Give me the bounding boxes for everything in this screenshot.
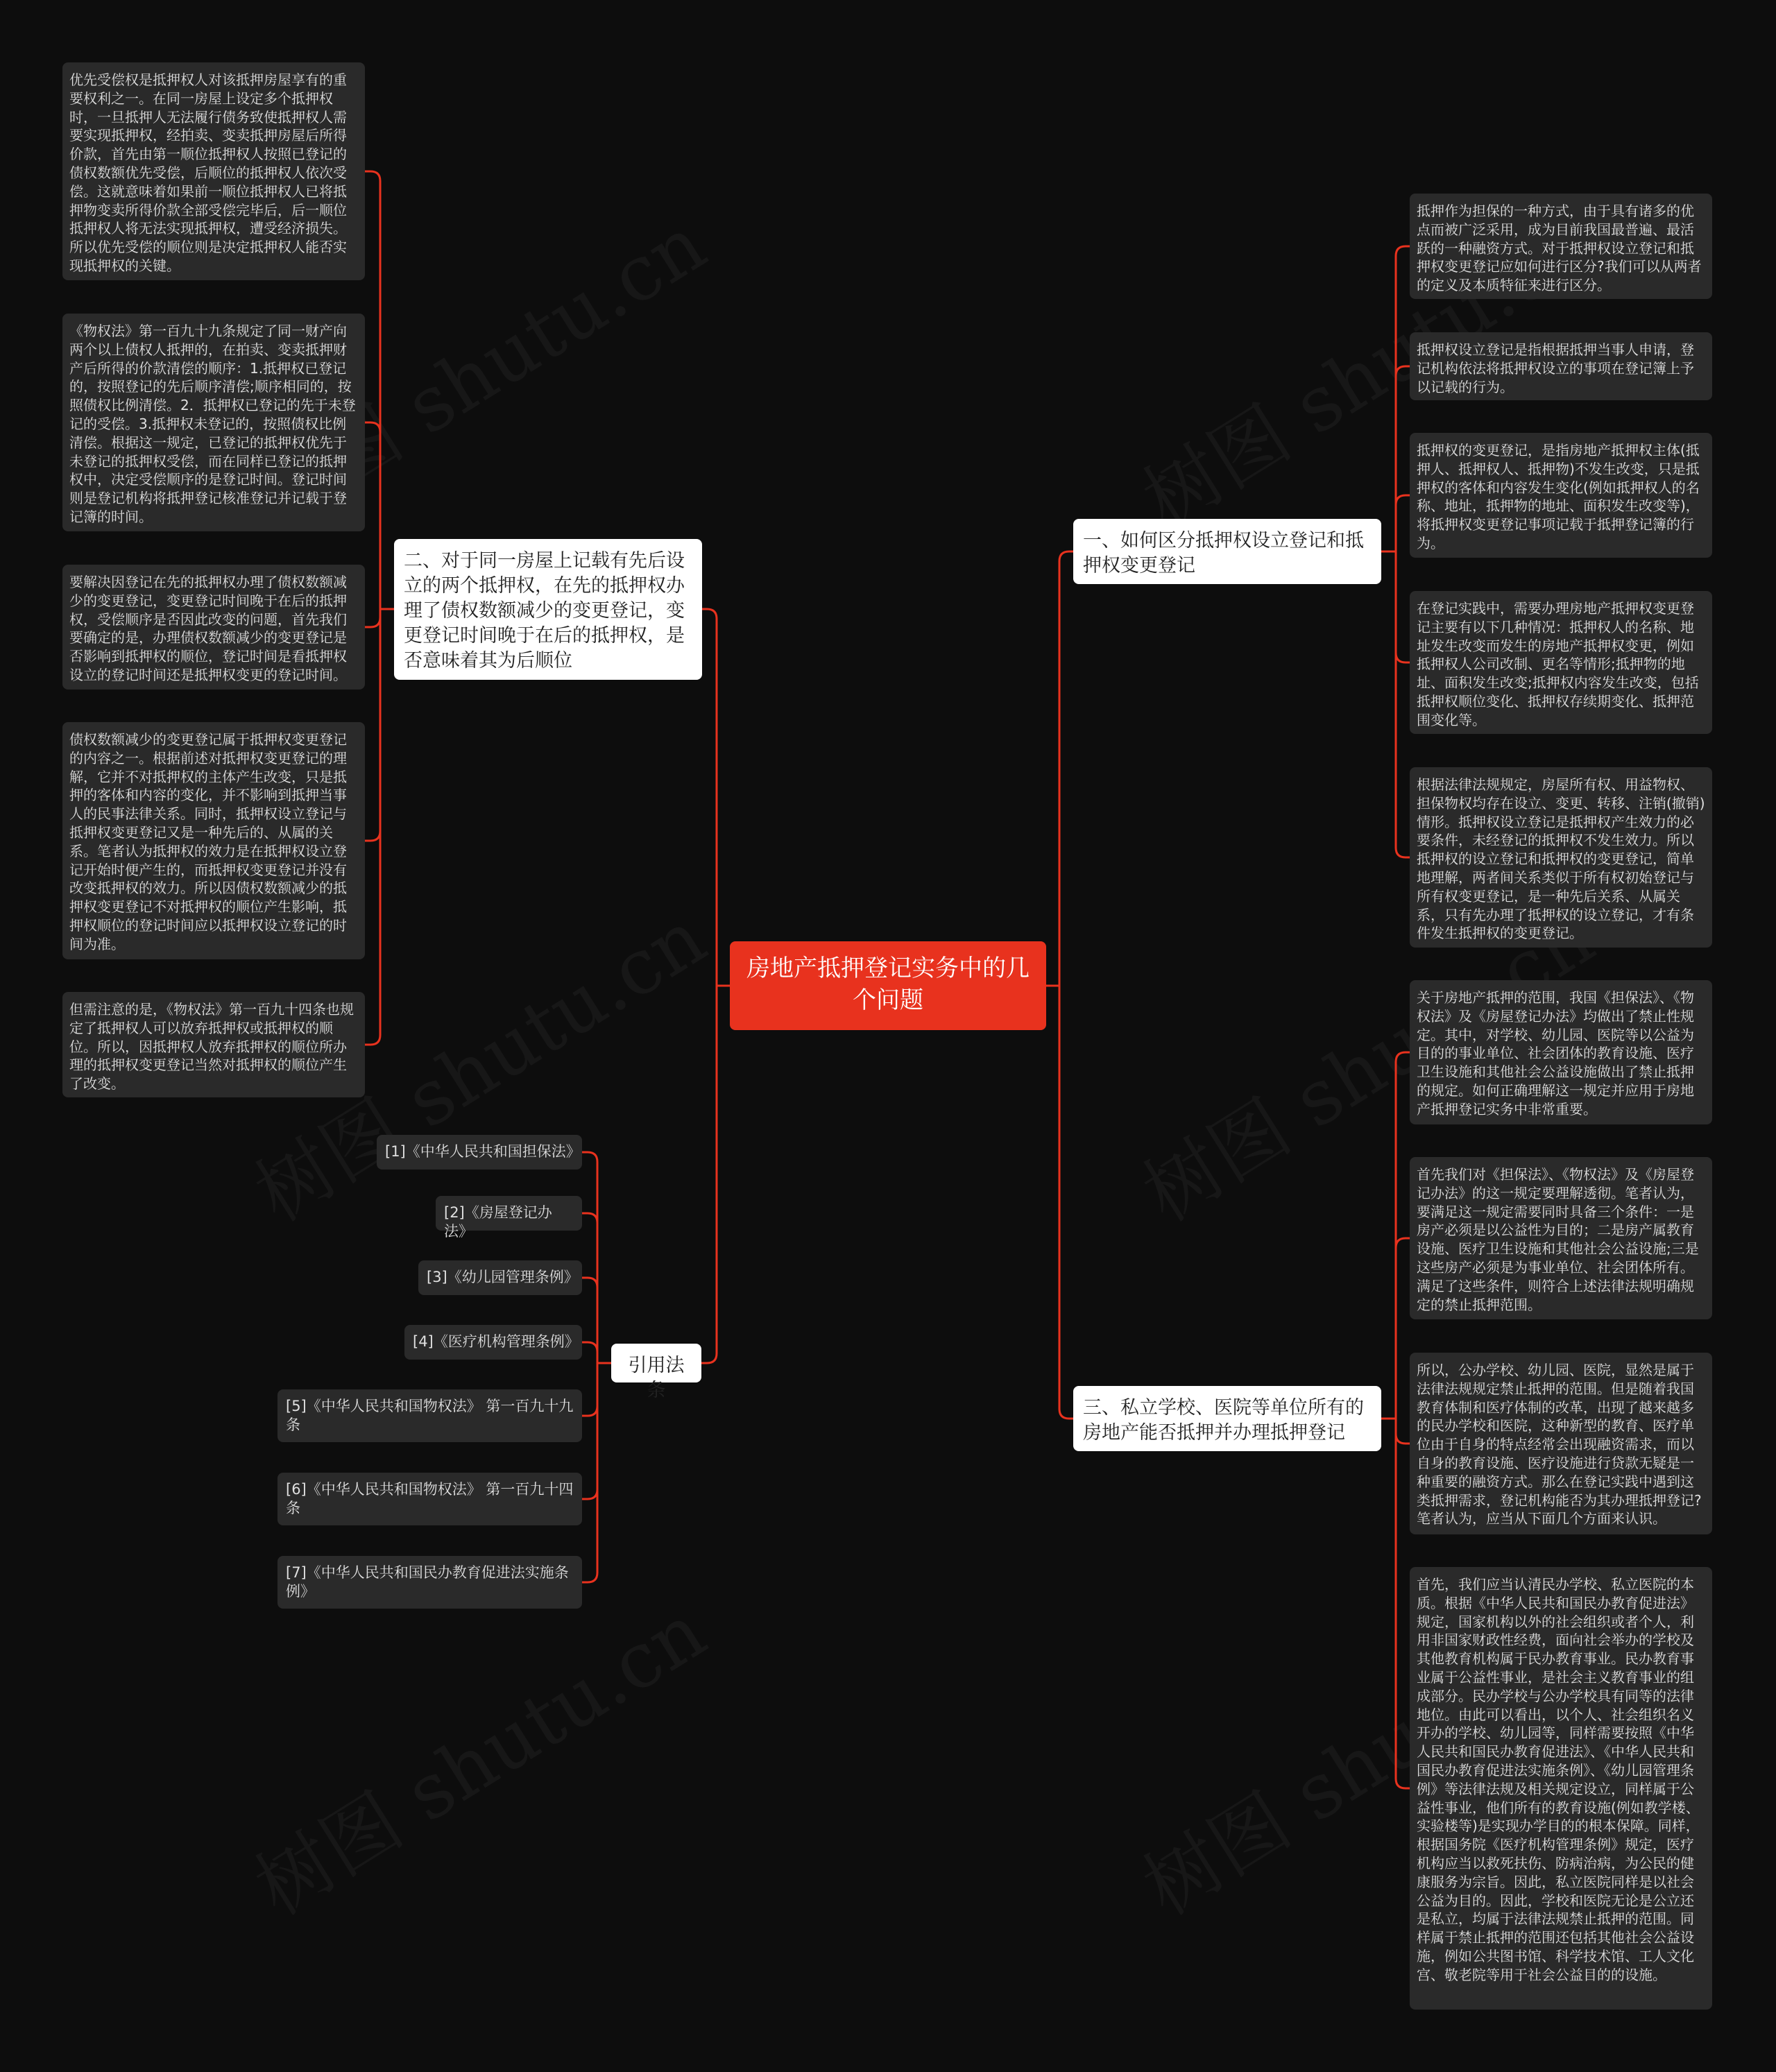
leaf-b3-1: 关于房地产抵押的范围，我国《担保法》、《物权法》及《房屋登记办法》均做出了禁止性规定。其中，对学校、幼儿园、医院等以公益为目的的事业单位、社会团体的教育设施、医疗卫生设施和其他社会公益设施做出了禁止抵押的规定。如何正确理解这一规定并应用于房地产抵押登记实务中非常重要。 [1410,980,1712,1124]
leaf-b1-3: 抵押权的变更登记，是指房地产抵押权主体(抵押人、抵押权人、抵押物)不发生改变，只是抵押权的客体和内容发生变化(例如抵押权人的名称、地址，抵押物的地址、面积发生改变等)，将抵押权变更登记事项记载于抵押登记簿的行为。 [1410,433,1712,558]
reference-item: [7]《中华人民共和国民办教育促进法实施条例》 [278,1556,582,1609]
branch-connector [1381,495,1410,551]
branch-connector [582,1363,611,1582]
reference-item: [2]《房屋登记办法》 [436,1196,582,1231]
leaf-b1-2: 抵押权设立登记是指根据抵押当事人申请，登记机构依法将抵押权设立的事项在登记簿上予以记载的行为。 [1410,332,1712,400]
leaf-b1-1: 抵押作为担保的一种方式，由于具有诸多的优点而被广泛采用，成为目前我国最普遍、最活跃的一种融资方式。对于抵押权设立登记和抵押权变更登记应如何进行区分?我们可以从两者的定义及本质特征来进行区分。 [1410,194,1712,299]
branch-connector [1381,1419,1410,1788]
leaf-b2-2: 《物权法》第一百九十九条规定了同一财产向两个以上债权人抵押的，在拍卖、变卖抵押财产后所得的价款清偿的顺序：1.抵押权已登记的，按照登记的先后顺序清偿;顺序相同的，按照债权比例清偿。2．抵押权已登记的先于未登记的受偿。3.抵押权未登记的，按照债权比例清偿。根据这一规定，已登记的抵押权优先于未登记的抵押权受偿，而在同样已登记的抵押权中，决定受偿顺序的是登记时间。登记时间则是登记机构将抵押登记核准登记并记载于登记簿的时间。 [62,314,365,531]
leaf-b2-3: 要解决因登记在先的抵押权办理了债权数额减少的变更登记，变更登记时间晚于在后的抵押权，受偿顺序是否因此改变的问题，首先我们要确定的是，办理债权数额减少的变更登记是否影响到抵押权的顺位，登记时间是看抵押权设立的登记时间还是抵押权变更的登记时间。 [62,565,365,690]
reference-item: [3]《幼儿园管理条例》 [418,1260,582,1295]
leaf-b2-4: 债权数额减少的变更登记属于抵押权变更登记的内容之一。根据前述对抵押权变更登记的理解，它并不对抵押权的主体产生改变，只是抵押的客体和内容的变化，并不影响到抵押当事人的民事法律关系。同时，抵押权设立登记与抵押权变更登记又是一种先后的、从属的关系。笔者认为抵押权的效力是在抵押权设立登记开始时便产生的，而抵押权变更登记并没有改变抵押权的效力。所以因债权数额减少的抵押权变更登记不对抵押权的顺位产生影响，抵押权顺位的登记时间应以抵押权设立登记的时间为准。 [62,722,365,959]
branch-1[interactable]: 一、如何区分抵押权设立登记和抵押权变更登记 [1073,519,1381,584]
reference-item: [6]《中华人民共和国物权法》 第一百九十四条 [278,1473,582,1525]
reference-item: [4]《医疗机构管理条例》 [404,1325,582,1360]
branch-references[interactable]: 引用法条 [611,1344,701,1382]
leaf-b3-4: 首先，我们应当认清民办学校、私立医院的本质。根据《中华人民共和国民办教育促进法》规定，国家机构以外的社会组织或者个人，利用非国家财政性经费，面向社会举办的学校及其他教育机构属于民办教育事业。民办教育事业属于公益性事业，是社会主义教育事业的组成部分。民办学校与公办学校具有同等的法律地位。由此可以看出，以个人、社会组织名义开办的学校、幼儿园等，同样需要按照《中华人民共和国民办教育促进法》、《中华人民共和国民办教育促进法实施条例》、《幼儿园管理条例》等法律法规及相关规定设立，同样属于公益性事业，他们所有的教育设施(例如教学楼、实验楼等)是实现办学目的的根本保障。同样，根据国务院《医疗机构管理条例》规定，医疗机构应当以救死扶伤、防病治病，为公民的健康服务为宗旨。因此，私立医院同样是以社会公益为目的。因此，学校和医院无论是公立还是私立，均属于法律法规禁止抵押的范围。同样属于禁止抵押的范围还包括其他社会公益设施，例如公共图书馆、科学技术馆、工人文化宫、敬老院等用于社会公益目的的设施。 [1410,1567,1712,2010]
leaf-b1-5: 根据法律法规规定，房屋所有权、用益物权、担保物权均存在设立、变更、转移、注销(撤销)情形。抵押权设立登记是抵押权产生效力的必要条件，未经登记的抵押权不发生效力。所以抵押权的设立登记和抵押权的变更登记，简单地理解，两者间关系类似于所有权初始登记与所有权变更登记，是一种先后关系、从属关系，只有先办理了抵押权的设立登记，才有条件发生抵押权的变更登记。 [1410,767,1712,948]
reference-item: [5]《中华人民共和国物权法》 第一百九十九条 [278,1389,582,1442]
root-topic[interactable]: 房地产抵押登记实务中的几个问题 [730,941,1046,1030]
root-connector [1046,551,1073,986]
leaf-b3-2: 首先我们对《担保法》、《物权法》及《房屋登记办法》的这一规定要理解透彻。笔者认为，要满足这一规定需要同时具备三个条件：一是房产必须是以公益性为目的；二是房产属教育设施、医疗卫生设施和其他社会公益设施;三是这些房产必须是为事业单位、社会团体所有。满足了这些条件，则符合上述法律法规明确规定的禁止抵押范围。 [1410,1157,1712,1319]
branch-connector [1381,1238,1410,1419]
root-connector [1046,986,1073,1419]
leaf-b2-1: 优先受偿权是抵押权人对该抵押房屋享有的重要权利之一。在同一房屋上设定多个抵押权时，一旦抵押人无法履行债务致使抵押权人需要实现抵押权，经拍卖、变卖抵押房屋后所得价款，首先由第一顺位抵押权人按照已登记的债权数额优先受偿，后顺位的抵押权人依次受偿。这就意味着如果前一顺位抵押权人已将抵押物变卖所得价款全部受偿完毕后，后一顺位抵押权人将无法实现抵押权，遭受经济损失。所以优先受偿的顺位则是决定抵押权人能否实现抵押权的关键。 [62,62,365,280]
root-connector [701,986,730,1363]
branch-3[interactable]: 三、私立学校、医院等单位所有的房地产能否抵押并办理抵押登记 [1073,1386,1381,1451]
branch-connector [365,422,394,609]
leaf-b3-3: 所以，公办学校、幼儿园、医院，显然是属于法律法规规定禁止抵押的范围。但是随着我国教育体制和医疗体制的改革，出现了越来越多的民办学校和医院，这种新型的教育、医疗单位由于自身的特点经常会出现融资需求，而以自身的教育设施、医疗设施进行贷款无疑是一种重要的融资方式。那么在登记实践中遇到这类抵押需求，登记机构能否为其办理抵押登记?笔者认为，应当从下面几个方面来认识。 [1410,1353,1712,1534]
branch-2[interactable]: 二、对于同一房屋上记载有先后设立的两个抵押权，在先的抵押权办理了债权数额减少的变更登记，变更登记时间晚于在后的抵押权，是否意味着其为后顺位 [394,539,702,680]
leaf-b2-5: 但需注意的是，《物权法》第一百九十四条也规定了抵押权人可以放弃抵押权或抵押权的顺位。所以，因抵押权人放弃抵押权的顺位所办理的抵押权变更登记当然对抵押权的顺位产生了改变。 [62,992,365,1097]
branch-connector [1381,551,1410,857]
leaf-b1-4: 在登记实践中，需要办理房地产抵押权变更登记主要有以下几种情况：抵押权人的名称、地址发生改变而发生的房地产抵押权变更，例如抵押权人公司改制、更名等情形;抵押物的地址、面积发生改变;抵押权内容发生改变，包括抵押权顺位变化、抵押权存续期变化、抵押范围变化等。 [1410,591,1712,734]
branch-connector [582,1342,611,1363]
reference-item: [1]《中华人民共和国担保法》 [377,1135,582,1170]
branch-connector [365,609,394,1045]
root-connector [702,609,730,986]
